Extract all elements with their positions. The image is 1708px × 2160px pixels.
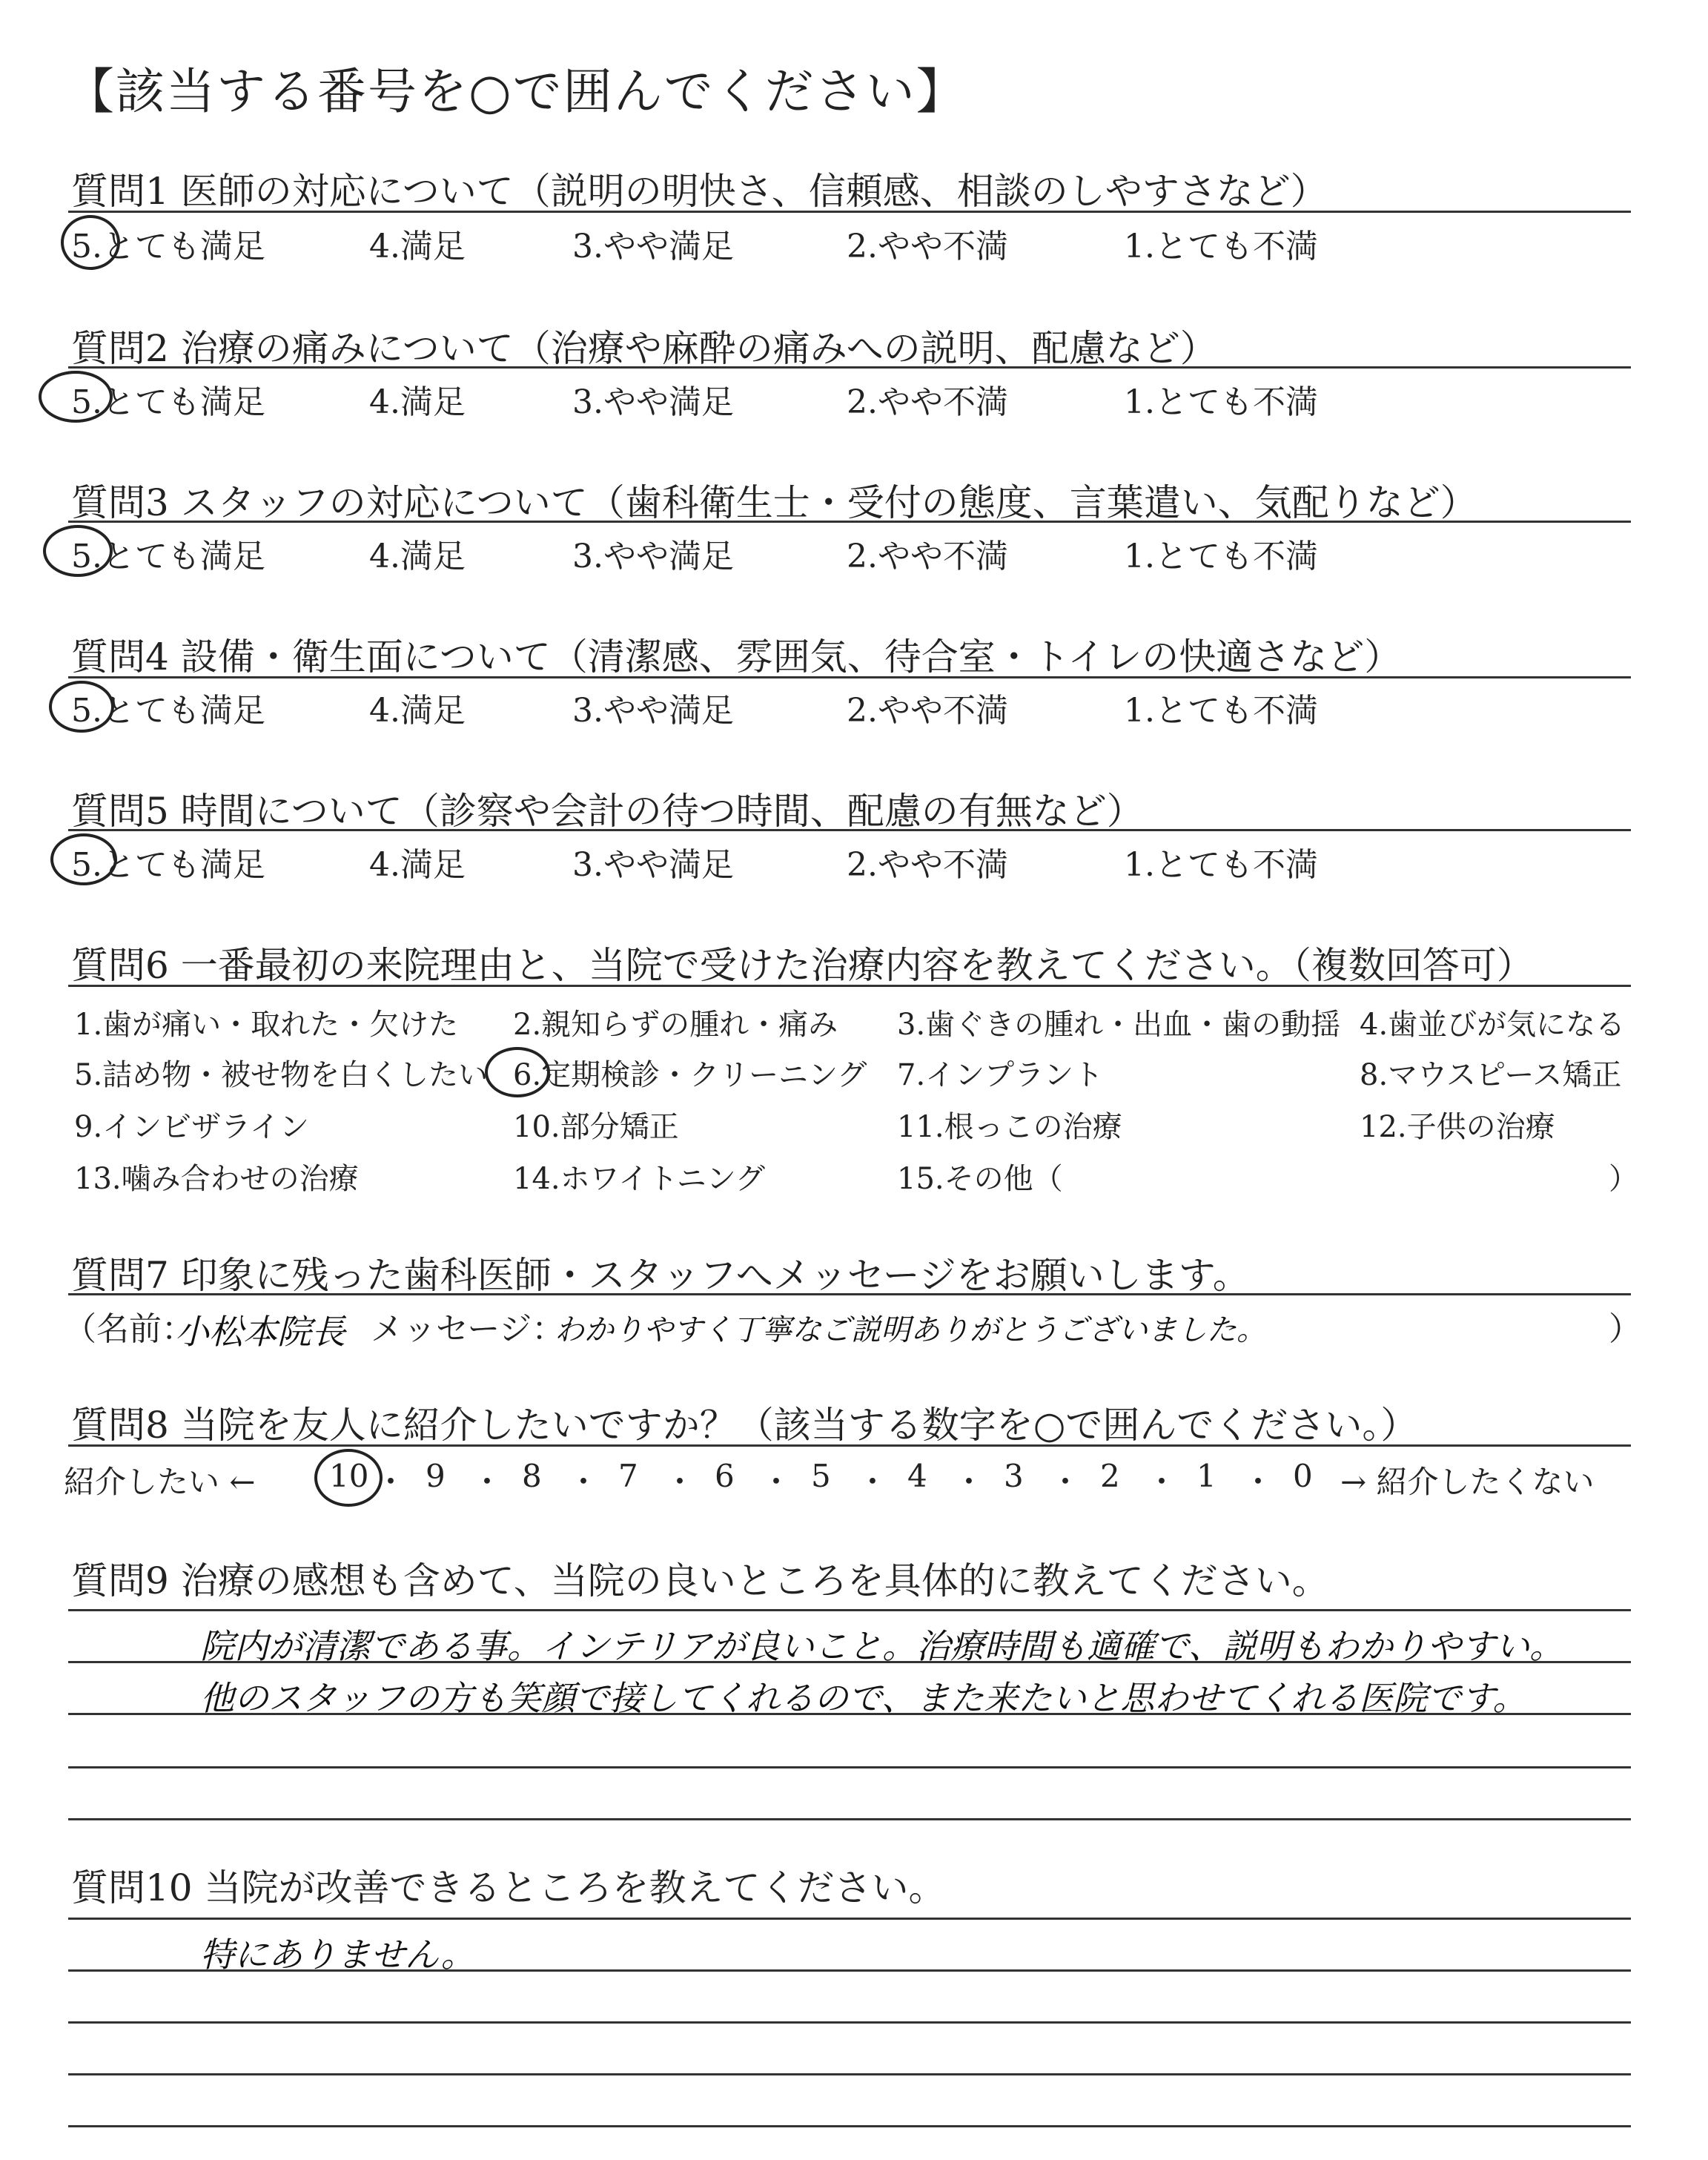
- q6-option-5[interactable]: 5.詰め物・被せ物を白くしたい: [74, 1058, 489, 1092]
- q8-scale-separator: ・: [375, 1464, 407, 1500]
- q1-option-4[interactable]: 4.満足: [369, 228, 466, 265]
- q8-scale-separator: ・: [1146, 1464, 1178, 1500]
- q1-selection-circle: [61, 215, 120, 270]
- q10-answer-line-1[interactable]: 特にありません。: [200, 1935, 475, 1975]
- q3-selection-circle: [43, 525, 113, 577]
- q8-scale-8[interactable]: 8: [522, 1458, 542, 1494]
- q8-selection-circle: [314, 1449, 383, 1507]
- q8-scale-separator: ・: [471, 1464, 503, 1500]
- q6-option-7[interactable]: 7.インプラント: [897, 1058, 1104, 1092]
- q4-option-2[interactable]: 2.やや不満: [847, 692, 1008, 730]
- q4-option-1[interactable]: 1.とても不満: [1124, 692, 1318, 730]
- q6-option-2[interactable]: 2.親知らずの腫れ・痛み: [513, 1008, 838, 1042]
- q8-scale-10[interactable]: 10: [329, 1458, 369, 1494]
- question-2-title: 質問2 治療の痛みについて（治療や麻酔の痛みへの説明、配慮など）: [71, 327, 1217, 370]
- page-title: 【該当する番号を○で囲んでください】: [65, 63, 967, 120]
- question-10-title: 質問10 当院が改善できるところを教えてください。: [71, 1866, 946, 1909]
- q5-option-1[interactable]: 1.とても不満: [1124, 846, 1318, 884]
- q6-option-12[interactable]: 12.子供の治療: [1360, 1110, 1555, 1144]
- q7-close: ）: [1609, 1310, 1641, 1348]
- q8-scale-7[interactable]: 7: [618, 1458, 638, 1494]
- q8-scale-5[interactable]: 5: [811, 1458, 831, 1494]
- question-3-rule: [68, 521, 1631, 523]
- question-1-rule: [68, 211, 1631, 213]
- q1-option-5[interactable]: 5.とても満足: [71, 228, 265, 265]
- q10-line-5: [68, 2125, 1631, 2127]
- q10-line-2: [68, 1969, 1631, 1972]
- q4-option-3[interactable]: 3.やや満足: [572, 692, 734, 730]
- q8-scale-separator: ・: [1242, 1464, 1274, 1500]
- question-4-title: 質問4 設備・衛生面について（清潔感、雰囲気、待合室・トイレの快適さなど）: [71, 635, 1402, 678]
- q9-line-2: [68, 1661, 1631, 1663]
- question-7-rule: [68, 1293, 1631, 1295]
- q6-option-14[interactable]: 14.ホワイトニング: [513, 1162, 766, 1196]
- q8-scale-separator: ・: [664, 1464, 696, 1500]
- question-6-title: 質問6 一番最初の来院理由と、当院で受けた治療内容を教えてください。（複数回答可）: [71, 944, 1534, 987]
- question-8-title: 質問8 当院を友人に紹介したいですか？（該当する数字を○で囲んでください。）: [71, 1404, 1418, 1447]
- q8-scale-1[interactable]: 1: [1196, 1458, 1217, 1494]
- q3-option-1[interactable]: 1.とても不満: [1124, 538, 1318, 575]
- q6-selection-circle: [485, 1047, 550, 1097]
- q6-option-3[interactable]: 3.歯ぐきの腫れ・出血・歯の動揺: [897, 1008, 1341, 1042]
- q3-option-2[interactable]: 2.やや不満: [847, 538, 1008, 575]
- q6-option-9[interactable]: 9.インビザライン: [74, 1110, 309, 1144]
- q3-option-5[interactable]: 5.とても満足: [71, 538, 265, 575]
- q2-option-1[interactable]: 1.とても不満: [1124, 383, 1318, 421]
- q4-option-5[interactable]: 5.とても満足: [71, 692, 265, 730]
- question-4-rule: [68, 676, 1631, 678]
- q7-name-value[interactable]: 小松本院長: [175, 1312, 345, 1352]
- q10-line-1: [68, 1918, 1631, 1920]
- q7-name-label: （名前：: [64, 1310, 194, 1348]
- q6-option-8[interactable]: 8.マウスピース矯正: [1360, 1058, 1622, 1092]
- q5-option-5[interactable]: 5.とても満足: [71, 846, 265, 884]
- q8-scale-4[interactable]: 4: [907, 1458, 927, 1494]
- q9-line-3: [68, 1713, 1631, 1715]
- q7-message-value[interactable]: わかりやすく丁寧なご説明ありがとうございました。: [555, 1313, 1266, 1347]
- question-7-title: 質問7 印象に残った歯科医師・スタッフへメッセージをお願いします。: [71, 1254, 1250, 1297]
- q8-scale-0[interactable]: 0: [1293, 1458, 1313, 1494]
- q5-option-2[interactable]: 2.やや不満: [847, 846, 1008, 884]
- q6-option-1[interactable]: 1.歯が痛い・取れた・欠けた: [74, 1008, 459, 1042]
- q9-line-5: [68, 1818, 1631, 1820]
- q8-scale-6[interactable]: 6: [715, 1458, 735, 1494]
- q2-option-5[interactable]: 5.とても満足: [71, 383, 265, 421]
- question-3-title: 質問3 スタッフの対応について（歯科衛生士・受付の態度、言葉遣い、気配りなど）: [71, 481, 1477, 524]
- q8-scale-separator: ・: [761, 1464, 792, 1500]
- q9-answer-line-1[interactable]: 院内が清潔である事。インテリアが良いこと。治療時間も適確で、説明もわかりやすい。: [200, 1626, 1564, 1666]
- q8-scale-9[interactable]: 9: [426, 1458, 446, 1494]
- q10-line-4: [68, 2073, 1631, 2075]
- q9-line-1: [68, 1609, 1631, 1611]
- q8-right-label: → 紹介したくない: [1340, 1464, 1595, 1500]
- q5-option-4[interactable]: 4.満足: [369, 846, 466, 884]
- q6-option-4[interactable]: 4.歯並びが気になる: [1360, 1008, 1626, 1042]
- q9-line-4: [68, 1766, 1631, 1768]
- q8-scale-separator: ・: [568, 1464, 600, 1500]
- q5-selection-circle: [50, 833, 117, 885]
- q6-option-11[interactable]: 11.根っこの治療: [897, 1110, 1122, 1144]
- question-9-title: 質問9 治療の感想も含めて、当院の良いところを具体的に教えてください。: [71, 1559, 1329, 1602]
- q8-scale-separator: ・: [857, 1464, 889, 1500]
- question-1-title: 質問1 医師の対応について（説明の明快さ、信頼感、相談のしやすさなど）: [71, 170, 1328, 213]
- q2-selection-circle: [39, 371, 113, 423]
- q8-left-label: 紹介したい ←: [64, 1464, 256, 1500]
- q5-option-3[interactable]: 3.やや満足: [572, 846, 734, 884]
- q6-option-6[interactable]: 6.定期検診・クリーニング: [513, 1058, 867, 1092]
- q7-message-label: メッセージ：: [371, 1310, 565, 1348]
- q3-option-3[interactable]: 3.やや満足: [572, 538, 734, 575]
- q9-answer-line-2[interactable]: 他のスタッフの方も笑顔で接してくれるので、また来たいと思わせてくれる医院です。: [200, 1678, 1527, 1718]
- q10-line-3: [68, 2021, 1631, 2024]
- q6-option-13[interactable]: 13.噛み合わせの治療: [74, 1162, 359, 1196]
- q1-option-1[interactable]: 1.とても不満: [1124, 228, 1318, 265]
- q4-option-4[interactable]: 4.満足: [369, 692, 466, 730]
- q8-scale-separator: ・: [953, 1464, 985, 1500]
- question-2-rule: [68, 366, 1631, 369]
- question-8-rule: [68, 1444, 1631, 1447]
- q8-scale-separator: ・: [1050, 1464, 1082, 1500]
- q1-option-3[interactable]: 3.やや満足: [572, 228, 734, 265]
- q2-option-4[interactable]: 4.満足: [369, 383, 466, 421]
- question-6-rule: [68, 985, 1631, 987]
- q6-other-close: ）: [1609, 1162, 1638, 1196]
- q3-option-4[interactable]: 4.満足: [369, 538, 466, 575]
- q2-option-2[interactable]: 2.やや不満: [847, 383, 1008, 421]
- q8-scale-3[interactable]: 3: [1004, 1458, 1024, 1494]
- question-5-title: 質問5 時間について（診察や会計の待つ時間、配慮の有無など）: [71, 790, 1144, 833]
- q2-option-3[interactable]: 3.やや満足: [572, 383, 734, 421]
- q6-option-10[interactable]: 10.部分矯正: [513, 1110, 679, 1144]
- q1-option-2[interactable]: 2.やや不満: [847, 228, 1008, 265]
- q6-option-15[interactable]: 15.その他（: [897, 1162, 1063, 1196]
- q4-selection-circle: [49, 681, 114, 733]
- question-5-rule: [68, 829, 1631, 831]
- q8-scale-2[interactable]: 2: [1100, 1458, 1120, 1494]
